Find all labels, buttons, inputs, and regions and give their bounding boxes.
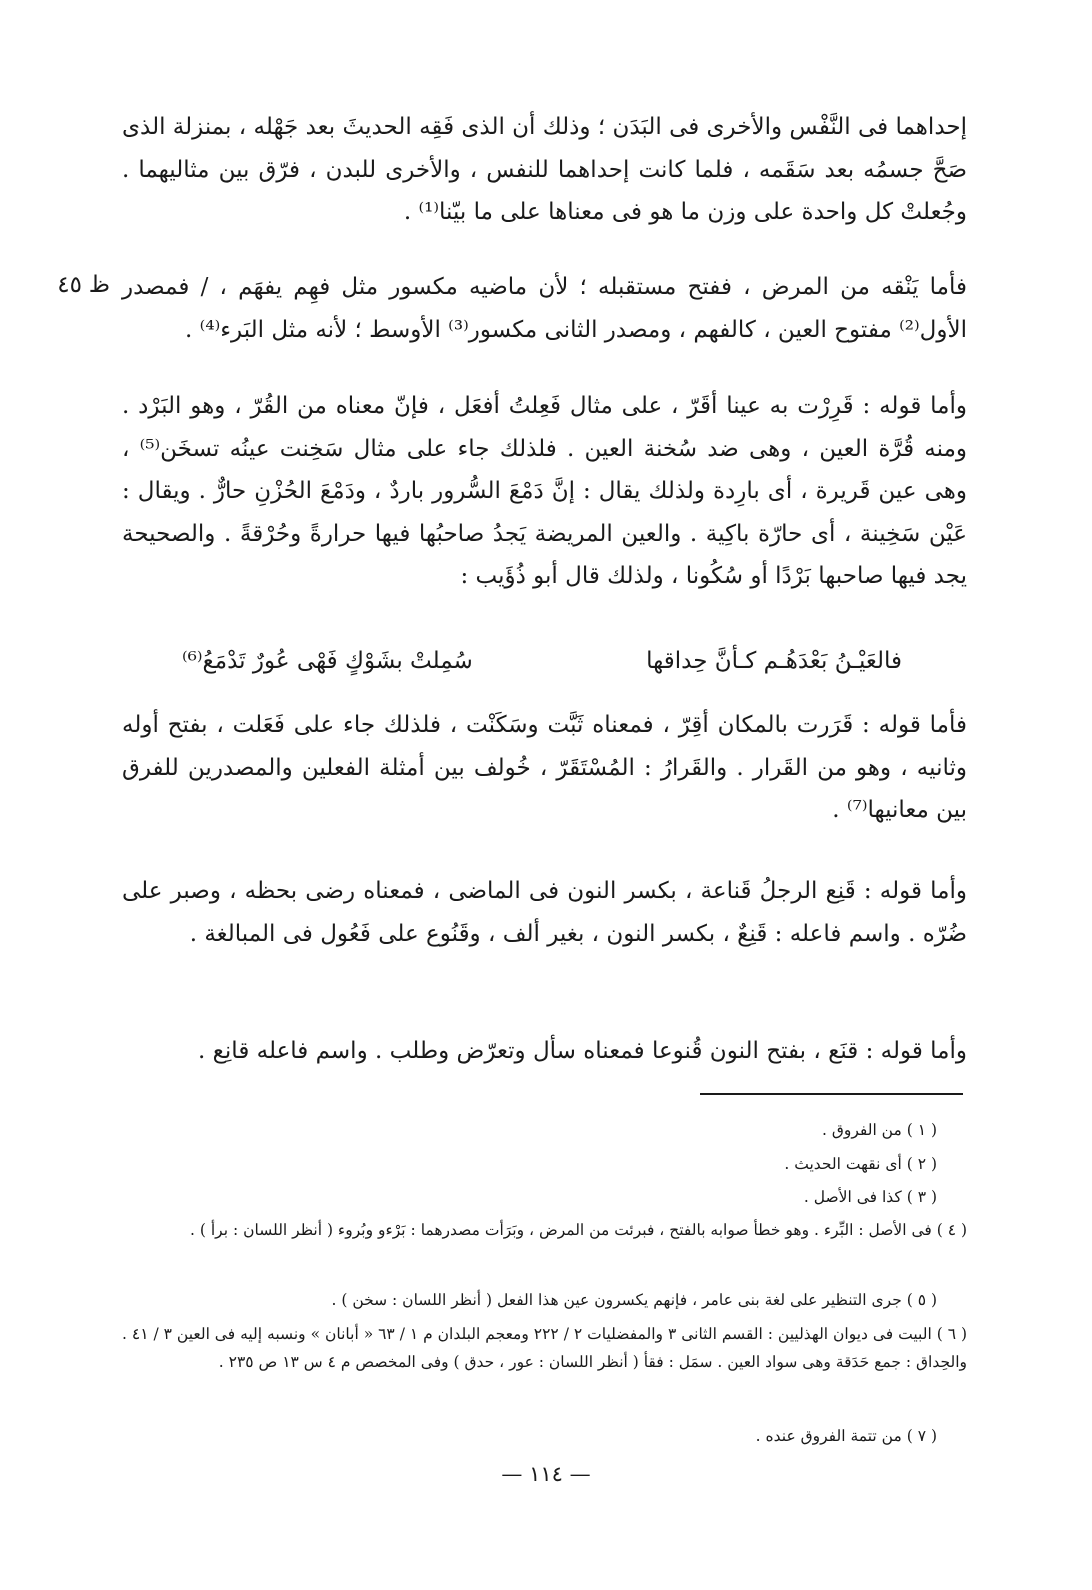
paragraph-5: وأما قوله : قَنِع الرجلُ قَناعة ، بكسر النون فى الماضى ، فمعناه رضى بحظه ، وصبر على ضُرّه . واسم فاعله : قَنِعٌ ، بكسر النون ، بغير ألف ، وقَنُوع على فَعُول فى المبالغة . <box>122 878 967 947</box>
footnote-2: ( ٢ ) أى نقهت الحديث . <box>784 1155 937 1173</box>
verse-first-hemistich: فالعَيْـنُ بَعْدَهُـم كـأنَّ حِداقها <box>646 648 902 674</box>
footnote-5: ( ٥ ) جرى التنظير على لغة بنى عامر ، فإنهم يكسرون عين هذا الفعل ( أنظر اللسان : سخن ) . <box>331 1291 937 1309</box>
paragraph-6: وأما قوله : قنَع ، بفتح النون قُنوعا فمعناه سأل وتعرّض وطلب . واسم فاعله قانِع . <box>198 1038 967 1064</box>
verse-second-hemistich: سُمِلتْ بشَوْكٍ فَهْى عُورٌ تَدْمَعُ⁽⁶⁾ <box>182 648 473 674</box>
footnote-7: ( ٧ ) من تتمة الفروق عنده . <box>755 1427 937 1445</box>
paragraph-3: وأما قوله : قَرِرْت به عينا أقَرّ ، على مثال فَعِلتُ أفعَل ، فإنّ معناه من القُرّ ، وهو البَرْد . ومنه قُرَّة العين ، وهى ضد سُخنة العين . فلذلك جاء على مثال سَخِنت عينُه تسخَن⁽⁵⁾ ، وهى عين قَريرة ، أى بارِدة ولذلك يقال : إنَّ دَمْعَ السُّرور باردٌ ، ودَمْعَ الحُزْنِ حارٌّ . ويقال : عَيْن سَخِينة ، أى حارّة باكِية . والعين المريضة يَجدُ صاحبُها فيها حرارةً وحُرْقةً . والصحيحة يجد فيها صاحبها بَرْدًا أو سُكُونا ، ولذلك قال أبو ذُؤَيب : <box>122 393 967 589</box>
paragraph-2: فأما يَنْقه من المرض ، ففتح مستقبله ؛ لأن ماضيه مكسور مثل فهِم يفهَم ، / فمصدر الأول⁽²⁾ مفتوح العين ، كالفهم ، ومصدر الثانى مكسور⁽³⁾ الأوسط ؛ لأنه مثل البَرء⁽⁴⁾ . <box>122 274 967 343</box>
page-number: — ١١٤ — <box>501 1462 591 1486</box>
paragraph-1: إحداهما فى النَّفْس والأخرى فى البَدَن ؛ وذلك أن الذى فَقِه الحديثَ بعد جَهْله ، بمنزلة الذى صَحَّ جسمُه بعد سَقَمه ، فلما كانت إحداهما للنفس ، والأخرى للبدن ، فرّق بين مثاليهما . وجُعلتْ كل واحدة على وزن ما هو فى معناها على ما بيّنا⁽¹⁾ . <box>122 114 967 225</box>
margin-section-number: ٤٥ <box>57 272 82 298</box>
footnote-4: ( ٤ ) فى الأصل : البِّرء . وهو خطأ صوابه بالفتح ، فبرئت من المرض ، وبَرَأت مصدرهما : بَرْءو وبُروء ( أنظر اللسان : برأ ) . <box>190 1221 967 1239</box>
paragraph-4: فأما قوله : قَرَرت بالمكان أقِرّ ، فمعناه ثَبَّت وسَكَنْت ، فلذلك جاء على فَعَلت ، بفتح أوله وثانيه ، وهو من القَرار . والقَرارُ : المُسْتَقَرّ ، خُولف بين أمثلة الفعلين والمصدرين للفرق بين معانيها⁽⁷⁾ . <box>122 712 967 823</box>
footnote-separator <box>700 1093 963 1095</box>
margin-folio-marker: ظ <box>88 272 110 298</box>
footnote-3: ( ٣ ) كذا فى الأصل . <box>803 1188 937 1206</box>
footnote-6: ( ٦ ) البيت فى ديوان الهذليين : القسم الثانى ٣ والمفضليات ٢ / ٢٢٢ ومعجم البلدان م ١ / ٦٣ « أبانان » ونسبه إليه فى العين ٣ / ٤١ . والحِداق : جمع حَدَقة وهى سواد العين . سمَل : فقأ ( أنظر اللسان : عور ، حدق ) وفى المخصص م ٤ س ١٣ ص ٢٣٥ . <box>122 1325 967 1371</box>
footnote-1: ( ١ ) من الفروق . <box>821 1121 937 1139</box>
poetry-verse <box>182 640 902 682</box>
